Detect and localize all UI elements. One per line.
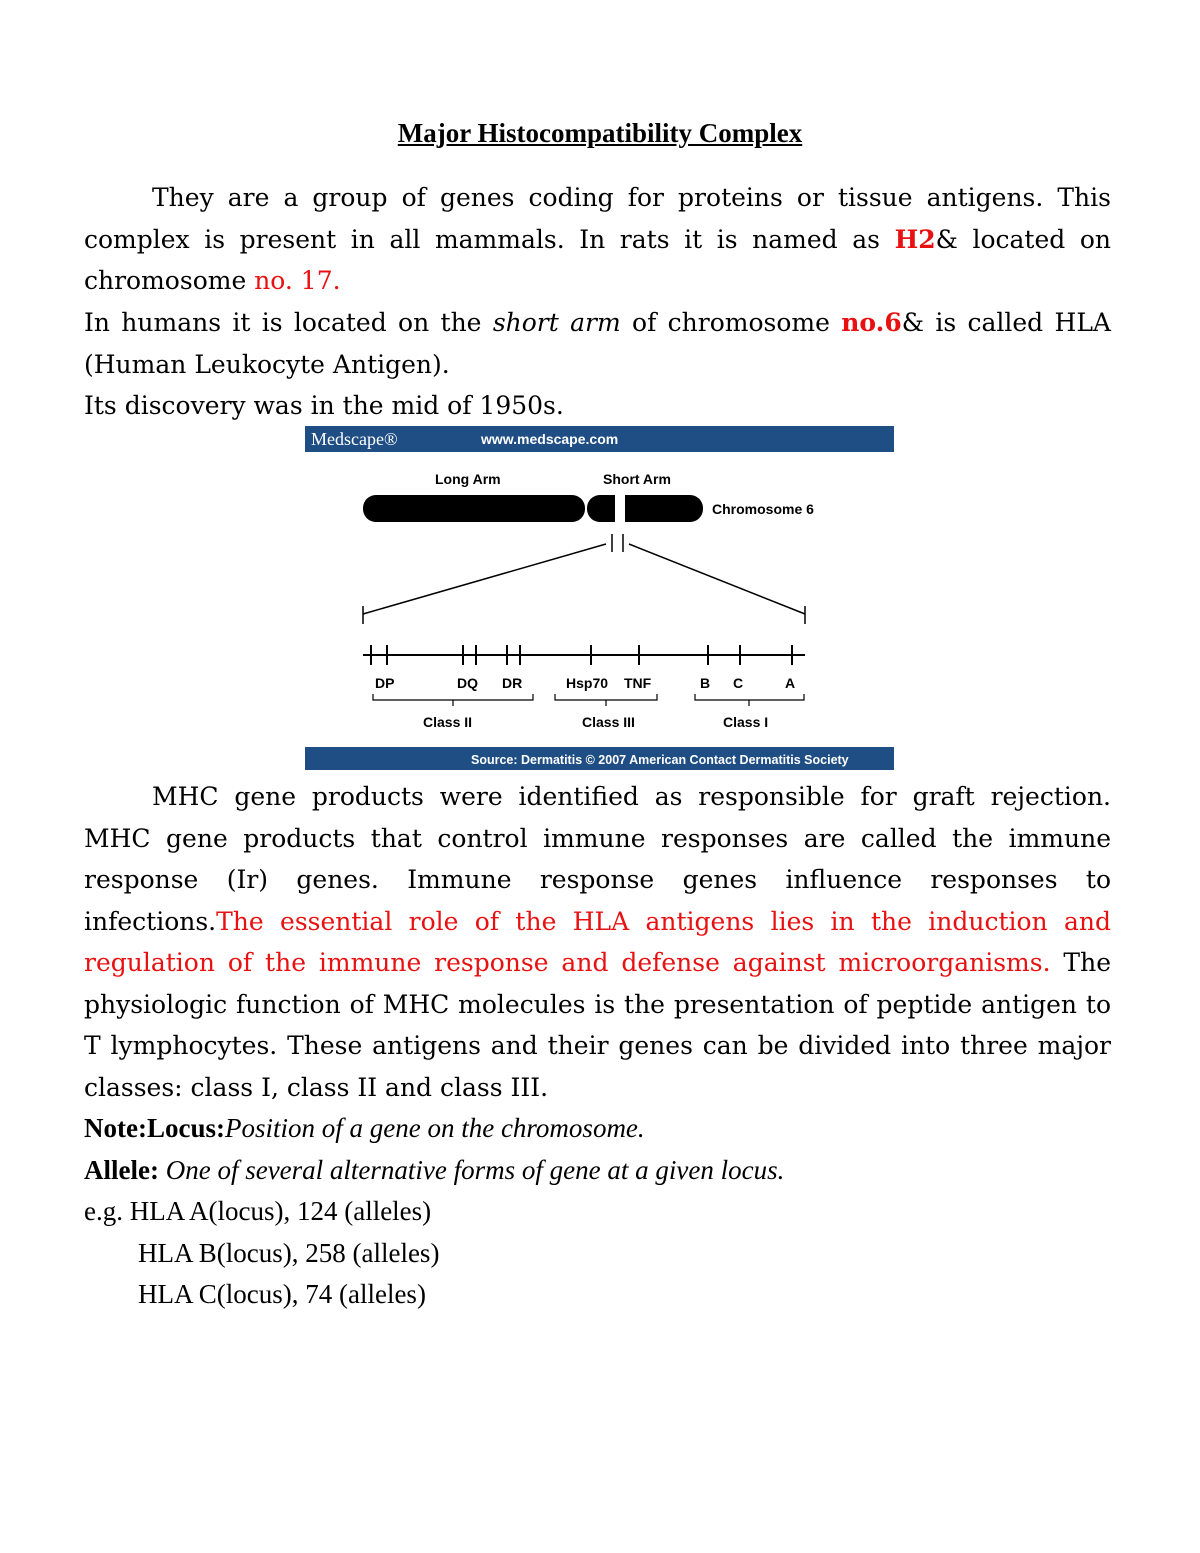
long-arm-label: Long Arm <box>435 471 501 487</box>
medscape-logo: Medscape® <box>311 429 398 449</box>
figure-source: Source: Dermatitis © 2007 American Contact Dermatitis Society <box>471 753 849 767</box>
intro2-text-c: & is called HLA (Human Leukocyte Antigen). <box>84 308 1119 379</box>
gene-c: C <box>733 675 744 691</box>
intro2-text-b: of chromosome <box>620 308 842 337</box>
gene-tnf: TNF <box>624 675 652 691</box>
gene-dr: DR <box>502 675 523 691</box>
intro-text-a: They are a group of genes coding for proteins or tissue antigens. This complex is present in all mammals. In rats it is named as <box>84 183 1119 254</box>
locus-definition: Position of a gene on the chromosome. <box>224 1113 645 1143</box>
chromosome-17-highlight: no. 17. <box>254 266 341 295</box>
eg-label: e.g. <box>84 1196 130 1226</box>
gene-a: A <box>785 675 796 691</box>
allele-label: Allele: <box>84 1154 159 1185</box>
gene-dq: DQ <box>457 675 478 691</box>
body-text-a: MHC gene products were identified as responsible for graft rejection. MHC gene products that control immune responses are called the immune response (Ir) genes. Immune response genes influence responses to infections. <box>84 782 1119 936</box>
short-arm-label: Short Arm <box>603 471 671 487</box>
class-iii-label: Class III <box>582 714 635 730</box>
discovery-line: Its discovery was in the mid of 1950s. <box>84 391 564 420</box>
chromosome-6-highlight: no.6 <box>841 308 902 337</box>
class-ii-label: Class II <box>423 714 473 730</box>
body-paragraph <box>84 776 1119 1108</box>
mhc-region-band <box>615 495 625 522</box>
short-arm-term: short arm <box>492 308 621 337</box>
h2-highlight: H2 <box>894 224 936 254</box>
allele-note <box>84 1150 784 1192</box>
gene-dp: DP <box>375 675 395 691</box>
chromosome-short-arm <box>587 495 703 522</box>
intro-text-b: & located on chromosome <box>84 224 1119 295</box>
gene-b: B <box>700 675 711 691</box>
hla-c-line: HLA C(locus), 74 (alleles) <box>138 1279 426 1309</box>
page-title: Major Histocompatibility Complex <box>397 118 803 148</box>
body-text-b: The physiologic function of MHC molecules is the presentation of peptide antigen to T lymphocytes. These antigens and their genes can be divided into three major classes: class I, class II and class III. <box>84 948 1119 1102</box>
hla-a-line <box>84 1191 784 1233</box>
gene-hsp70: Hsp70 <box>566 675 609 691</box>
chromosome-6-label: Chromosome 6 <box>712 501 814 517</box>
intro-paragraph-2 <box>84 302 1119 385</box>
intro2-text-a: In humans it is located on the <box>84 308 493 337</box>
chromosome-long-arm <box>363 495 585 522</box>
hla-b-line: HLA B(locus), 258 (alleles) <box>138 1237 440 1268</box>
note-label: Note: <box>84 1113 147 1143</box>
mhc-chromosome-figure <box>305 426 894 770</box>
allele-definition: One of several alternative forms of gene at a given locus. <box>158 1154 785 1185</box>
medscape-url: www.medscape.com <box>481 431 619 447</box>
locus-note <box>84 1108 784 1150</box>
locus-label: Locus: <box>146 1113 225 1143</box>
class-i-label: Class I <box>723 714 769 730</box>
body-red-emphasis: The essential role of the HLA antigens lies in the induction and regulation of the immune response and defense against microorganisms. <box>84 906 1119 977</box>
hla-a-text: HLA A(locus), 124 (alleles) <box>129 1196 432 1226</box>
intro-paragraph-1 <box>84 177 1119 302</box>
notes-section <box>84 1108 784 1316</box>
